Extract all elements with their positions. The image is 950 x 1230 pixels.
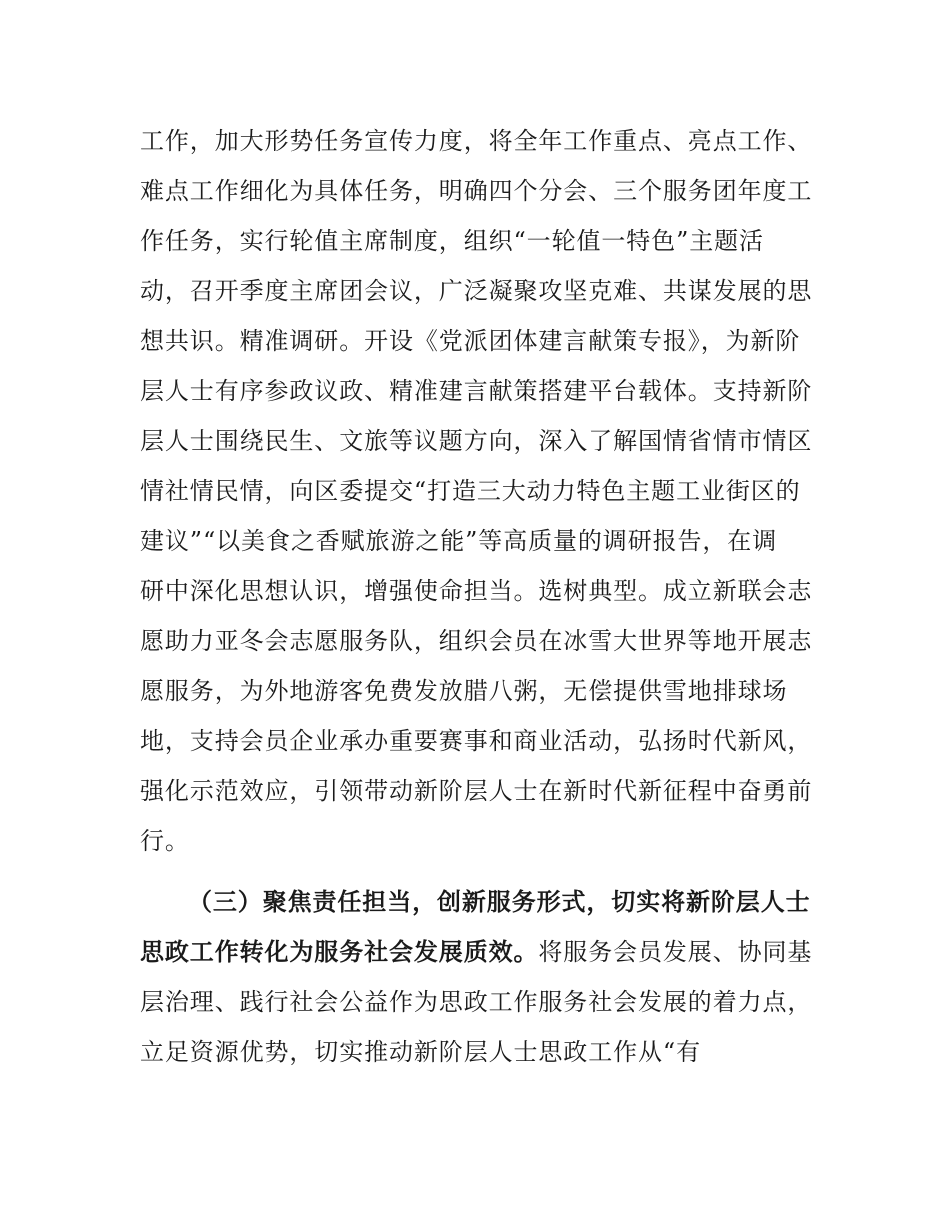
paragraph-line: 地，支持会员企业承办重要赛事和商业活动，弘扬时代新风， [140, 727, 813, 755]
paragraph-line: 愿助力亚冬会志愿服务队，组织会员在冰雪大世界等地开展志 [140, 627, 813, 655]
paragraph-line: 作任务，实行轮值主席制度，组织“一轮值一特色”主题活 [140, 227, 764, 255]
paragraph-line: 情社情民情，向区委提交“打造三大动力特色主题工业街区的 [140, 477, 801, 505]
paragraph-line: 想共识。精准调研。开设《党派团体建言献策专报》，为新阶 [140, 327, 801, 355]
paragraph-line: 愿服务，为外地游客免费发放腊八粥，无偿提供雪地排球场 [140, 677, 788, 705]
paragraph-line: 建议”“以美食之香赋旅游之能”等高质量的调研报告，在调 [140, 527, 778, 555]
paragraph-line-text: 将服务会员发展、协同基 [538, 938, 813, 966]
section-heading-line: （三）聚焦责任担当，创新服务形式，切实将新阶层人士 [188, 888, 811, 916]
paragraph-line: 研中深化思想认识，增强使命担当。选树典型。成立新联会志 [140, 577, 813, 605]
paragraph-line: 行。 [140, 827, 190, 855]
paragraph-line: 立足资源优势，切实推动新阶层人士思政工作从“有 [140, 1038, 701, 1066]
paragraph-line: 工作，加大形势任务宣传力度，将全年工作重点、亮点工作、 [140, 127, 813, 155]
paragraph-line: 动，召开季度主席团会议，广泛凝聚攻坚克难、共谋发展的思 [140, 277, 813, 305]
paragraph-line: 难点工作细化为具体任务，明确四个分会、三个服务团年度工 [140, 177, 813, 205]
paragraph-line: 层人士有序参政议政、精准建言献策搭建平台载体。支持新阶 [140, 377, 813, 405]
paragraph-line: 强化示范效应，引领带动新阶层人士在新时代新征程中奋勇前 [140, 777, 813, 805]
section-heading-continuation [140, 935, 812, 969]
paragraph-line: 层人士围绕民生、文旅等议题方向，深入了解国情省情市情区 [140, 427, 813, 455]
section-heading-end: 思政工作转化为服务社会发展质效。 [140, 938, 539, 966]
paragraph-line: 层治理、践行社会公益作为思政工作服务社会发展的着力点， [140, 988, 813, 1016]
